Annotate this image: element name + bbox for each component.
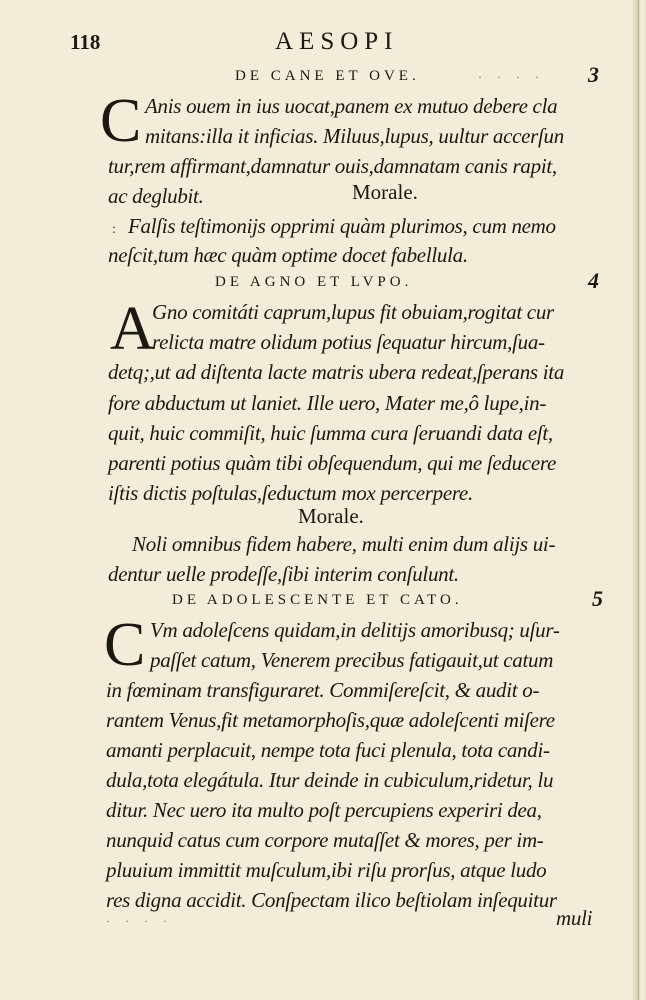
ornament-dots: · · · · <box>478 70 545 84</box>
text-line: parenti potius quàm tibi obſequendum, qui me ſeducere <box>108 451 556 475</box>
text-line: res digna accidit. Conſpectam ilico beſtiolam inſequitur <box>106 888 557 912</box>
text-line: Gno comitáti caprum,lupus fit obuiam,rogitat cur <box>152 300 554 324</box>
moral-line: neſcit,tum hæc quàm optime docet fabellula. <box>108 243 468 267</box>
text-line: quit, huic commiſit, huic ſumma cura ſeruandi data eſt, <box>108 421 553 445</box>
running-title: AESOPI <box>275 28 399 55</box>
text-line: dula,tota elegátula. Itur deinde in cubiculum,ridetur, lu <box>106 768 554 792</box>
text-line: tur,rem affirmant,damnatur ouis,damnatam canis rapit, <box>108 154 557 178</box>
morale-label-1: Morale. <box>352 180 418 204</box>
fable-title-2: DE AGNO ET LVPO. <box>215 274 413 290</box>
text-line: Vm adoleſcens quidam,in delitijs amoribusq; uſur- <box>150 618 560 642</box>
text-line: fore abductum ut laniet. Ille uero, Mater me,ô lupe,in- <box>108 391 547 415</box>
page-edge <box>632 0 646 1000</box>
text-line: relicta matre olidum potius ſequatur hircum,ſua- <box>152 330 545 354</box>
fable-number-3: 5 <box>592 586 603 611</box>
text-line: amanti perplacuit, nempe tota fuci plenula, tota candi- <box>106 738 550 762</box>
catchword: muli <box>556 906 593 930</box>
ornament-dots: · · · · <box>106 914 173 928</box>
text-line: Anis ouem in ius uocat,panem ex mutuo debere cla <box>145 94 558 118</box>
folio-number: 118 <box>70 30 101 54</box>
moral-line: Falſis teſtimonijs opprimi quàm plurimos, cum nemo <box>128 214 556 238</box>
text-line: paſſet catum, Venerem precibus fatigauit,ut catum <box>150 648 554 672</box>
text-line: ditur. Nec uero ita multo poſt percupiens experiri dea, <box>106 798 542 822</box>
moral-line: dentur uelle prodeſſe,ſibi interim conſulunt. <box>108 562 459 586</box>
text-line: pluuium immittit muſculum,ibi riſu prorſus, atque ludo <box>106 858 547 882</box>
text-line: rantem Venus,fit metamorphoſis,quæ adoleſcenti miſere <box>106 708 555 732</box>
text-line: mitans:illa it inficias. Miluus,lupus, uultur accerſun <box>145 124 564 148</box>
drop-cap-1: C <box>100 87 142 155</box>
fable-number-1: 3 <box>588 62 599 87</box>
drop-cap-2: A <box>110 295 155 363</box>
text-line: nunquid catus cum corpore mutaſſet & mores, per im- <box>106 828 544 852</box>
text-line: iſtis dictis poſtulas,ſeductum mox percerpere. <box>108 481 473 505</box>
drop-cap-3: C <box>104 611 146 679</box>
text-line: detq;,ut ad diſtenta lacte matris ubera redeat,ſperans ita <box>108 360 565 384</box>
fable-title-1: DE CANE ET OVE. <box>235 68 420 84</box>
fable-title-3: DE ADOLESCENTE ET CATO. <box>172 592 463 608</box>
paragraph-marker: : <box>112 222 116 237</box>
text-line: ac deglubit. <box>108 184 204 208</box>
page-header <box>0 28 632 58</box>
morale-label-2: Morale. <box>298 504 364 528</box>
fable-number-2: 4 <box>588 268 599 293</box>
text-line: in fœminam transfiguraret. Commiſereſcit, & audit o- <box>106 678 540 702</box>
moral-line: Noli omnibus fidem habere, multi enim dum alijs ui- <box>132 532 556 556</box>
